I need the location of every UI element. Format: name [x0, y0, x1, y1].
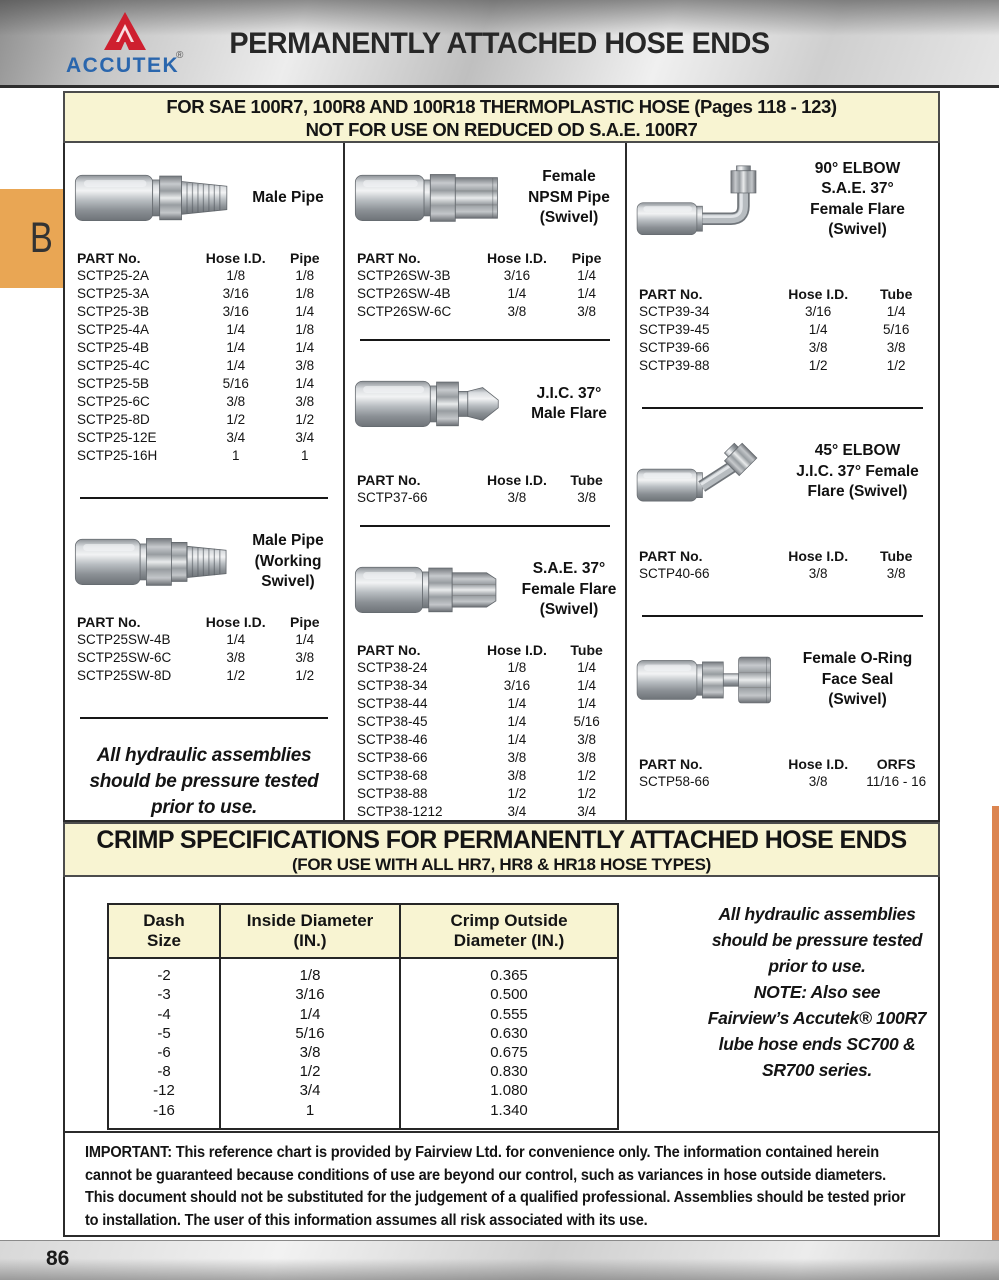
product-title-line: S.A.E. 37°	[821, 180, 894, 198]
crimp-table-cell: 0.630	[490, 1024, 528, 1042]
product-title-line: NPSM Pipe	[528, 188, 610, 206]
product-section-male-pipe-working-swivel	[65, 511, 343, 691]
part-table-header: PART No.	[77, 614, 141, 630]
crimp-table-head	[108, 904, 618, 958]
part-table-cell: 3/8	[507, 768, 527, 783]
part-table-header: Hose I.D.	[788, 755, 849, 772]
product-title-line: (Working	[254, 552, 322, 570]
logo-registered-mark: ®	[176, 50, 184, 61]
product-title-line: J.I.C. 37°	[536, 384, 602, 402]
crimp-table-row	[108, 1081, 618, 1100]
crimp-table-cell: -12	[108, 1081, 220, 1100]
hose-type-banner-line2: NOT FOR USE ON REDUCED OD S.A.E. 100R7	[305, 119, 698, 140]
crimp-table-body	[108, 958, 618, 1129]
part-table	[345, 631, 625, 820]
crimp-side-note	[661, 901, 973, 1083]
part-table-cell: 1/2	[226, 412, 246, 427]
part-table-cell: 1/4	[507, 714, 527, 729]
part-table-cell: 5/16	[883, 321, 910, 337]
product-section-jic-37-male-flare	[345, 353, 625, 513]
part-table-cell: SCTP26SW-6C	[357, 304, 452, 319]
part-table-header: Tube	[570, 642, 603, 658]
product-title-line: (Swivel)	[539, 601, 599, 619]
part-table-cell: 1/8	[295, 286, 315, 301]
crimp-table-cell: 0.830	[490, 1063, 528, 1081]
product-title-line: (Swivel)	[828, 691, 887, 709]
part-table-cell: 1/2	[295, 412, 315, 427]
part-table	[65, 603, 343, 691]
crimp-spec-banner	[63, 822, 940, 877]
part-table-cell: SCTP38-1212	[357, 804, 443, 819]
crimp-header-cell	[108, 904, 220, 958]
part-table-cell: SCTP38-24	[357, 660, 428, 675]
product-title-line: (Swivel)	[828, 221, 887, 239]
product-title-line: S.A.E. 37°	[532, 560, 606, 578]
part-table-cell: 1	[231, 448, 240, 463]
crimp-table-cell: 0.500	[490, 986, 528, 1004]
product-header	[65, 147, 343, 239]
part-table-cell: 3/8	[507, 750, 527, 765]
crimp-spec-banner-line2: (FOR USE WITH ALL HR7, HR8 & HR18 HOSE TYPES)	[291, 855, 712, 874]
crimp-header-line: (IN.)	[293, 931, 327, 951]
crimp-table-cell: 1/8	[220, 958, 400, 985]
product-title	[785, 441, 930, 502]
crimp-table-cell: 0.675	[490, 1043, 528, 1061]
section-divider	[80, 497, 328, 499]
crimp-note-line: lube hose ends SC700 &	[718, 1034, 916, 1054]
part-table-cell: SCTP25-4A	[77, 322, 150, 337]
product-title-line: Swivel)	[261, 573, 315, 591]
page-footer	[0, 1240, 999, 1280]
product-title-line: Male Pipe	[252, 188, 324, 206]
part-table-header: Hose I.D.	[205, 250, 266, 266]
part-table-cell: SCTP25-4B	[77, 340, 150, 355]
part-table-cell: SCTP25-4C	[77, 358, 150, 373]
part-table-header: PART No.	[357, 472, 421, 488]
part-table-header: PART No.	[77, 250, 141, 266]
product-section-45-elbow-jic-37-female-flare-swivel	[627, 421, 938, 589]
section-index-tab	[0, 189, 63, 288]
part-table-cell: SCTP39-45	[639, 321, 710, 337]
part-table-header: PART No.	[639, 755, 703, 772]
part-table	[65, 239, 343, 471]
product-header	[345, 353, 625, 445]
page-edge-strip	[992, 806, 999, 1240]
product-title-line: Flare (Swivel)	[807, 483, 908, 501]
crimp-header-row	[108, 904, 618, 958]
jic-male-flare-fitting-image	[353, 368, 517, 440]
crimp-table-row	[108, 1024, 618, 1043]
part-table-cell: 3/8	[577, 490, 596, 505]
part-table-cell: 3/4	[507, 804, 527, 819]
section-divider	[360, 339, 610, 341]
product-section-90-elbow-sae-37-female-flare-swivel	[627, 147, 938, 381]
part-table-cell: SCTP39-88	[639, 357, 710, 373]
product-header	[627, 629, 938, 721]
page-header	[0, 0, 999, 88]
part-table-cell: 3/4	[295, 430, 315, 445]
part-table-cell: 3/8	[295, 358, 315, 373]
part-table-header: Tube	[879, 285, 913, 302]
part-table-cell: 3/8	[226, 394, 246, 409]
part-table-cell: SCTP25-16H	[77, 448, 158, 463]
part-table-header: Pipe	[290, 614, 320, 630]
part-table-cell: 3/8	[808, 339, 828, 355]
product-title-line: Female Flare	[521, 580, 617, 598]
part-table-cell: SCTP25-3A	[77, 286, 150, 301]
part-table-header: Hose I.D.	[788, 547, 849, 564]
section-divider	[642, 407, 923, 409]
part-table-cell: 1/4	[226, 632, 246, 647]
part-table-cell: 1/4	[507, 696, 527, 711]
part-table-cell: SCTP58-66	[639, 773, 710, 789]
sae-female-flare-fitting-image	[353, 554, 517, 626]
part-table-cell: 1/2	[295, 668, 315, 683]
product-title-line: Male Pipe	[252, 532, 324, 550]
crimp-table-cell: 1.340	[490, 1101, 528, 1119]
part-table	[345, 239, 625, 327]
crimp-table-cell: 1/4	[220, 1005, 400, 1024]
crimp-table-cell: -8	[108, 1062, 220, 1081]
part-table-cell: SCTP39-66	[639, 339, 710, 355]
page-title: PERMANENTLY ATTACHED HOSE ENDS	[229, 27, 770, 60]
part-table-cell: 1/2	[808, 357, 828, 373]
part-table-cell: SCTP25-3B	[77, 304, 150, 319]
product-title	[241, 531, 335, 592]
crimp-table-row	[108, 1062, 618, 1081]
part-table-cell: 1/4	[507, 732, 527, 747]
product-title-line: Face Seal	[821, 670, 894, 688]
part-table-cell: 3/16	[805, 303, 832, 319]
product-title-line: Female	[542, 168, 596, 186]
product-title	[785, 649, 930, 710]
part-table-cell: 1/8	[226, 268, 246, 283]
part-table-cell: SCTP25-5B	[77, 376, 150, 391]
part-table-cell: 1/4	[808, 321, 828, 337]
product-title-line: Female Flare	[810, 200, 905, 218]
crimp-table-cell: 1	[220, 1101, 400, 1129]
crimp-table-cell: -16	[108, 1101, 220, 1129]
crimp-note-line: should be pressure tested	[711, 930, 923, 950]
part-table-cell: 1/2	[226, 668, 246, 683]
crimp-header-line: Crimp Outside	[450, 911, 568, 930]
part-table-cell: 1/8	[295, 268, 315, 283]
part-table-cell: SCTP39-34	[639, 303, 710, 319]
part-table-header: Pipe	[290, 250, 320, 266]
crimp-table-cell: -5	[108, 1024, 220, 1043]
part-table-cell: SCTP25-2A	[77, 268, 150, 283]
crimp-header-line: Inside Diameter	[246, 911, 374, 930]
part-table-header: Hose I.D.	[788, 285, 849, 302]
product-title-line: Male Flare	[531, 405, 607, 422]
part-table-cell: 3/16	[503, 678, 531, 693]
part-table-header: Hose I.D.	[205, 614, 266, 630]
part-table-cell: 1/2	[507, 786, 527, 801]
product-header	[345, 539, 625, 631]
section-divider	[360, 525, 610, 527]
part-table-cell: SCTP38-66	[357, 750, 428, 765]
part-table-header: PART No.	[639, 547, 703, 564]
important-notice-box	[63, 1133, 940, 1237]
part-table-cell: SCTP38-44	[357, 696, 428, 711]
part-table-cell: 3/16	[503, 268, 531, 283]
part-table-cell: SCTP40-66	[639, 565, 710, 581]
important-notice-text: IMPORTANT: This reference chart is provided by Fairview Ltd. for convenience only. The information contained herein cannot be guaranteed because conditions of use are beyond our control, such as variances in hose outside diameters. This document should not be substituted for the judgement of a qualified professional. Assemblies should be tested prior to installation. The user of this information assumes all risk associated with its use.	[85, 1144, 906, 1229]
part-table-cell: 3/8	[577, 304, 596, 319]
crimp-table-row	[108, 1101, 618, 1129]
part-table-cell: 3/8	[226, 650, 246, 665]
part-table-cell: 3/8	[808, 773, 828, 789]
crimp-table-cell: -3	[108, 985, 220, 1004]
part-table-cell: SCTP25-8D	[77, 412, 150, 427]
part-table-cell: 3/8	[507, 304, 527, 319]
part-table-cell: SCTP25SW-4B	[77, 632, 171, 647]
crimp-table-row	[108, 1043, 618, 1062]
part-table-cell: SCTP38-34	[357, 678, 428, 693]
product-title	[241, 188, 335, 208]
product-column-2	[345, 143, 627, 820]
part-table-header: PART No.	[357, 250, 421, 266]
product-title	[521, 167, 617, 228]
part-table-cell: 3/8	[295, 650, 315, 665]
part-table-cell: 1/4	[577, 286, 596, 301]
part-table-cell: SCTP38-88	[357, 786, 428, 801]
part-table-cell: 3/8	[507, 490, 527, 505]
crimp-table-cell: 3/4	[220, 1081, 400, 1100]
section-divider	[642, 615, 923, 617]
part-table-cell: 1/4	[577, 268, 596, 283]
part-table	[345, 461, 625, 513]
crimp-spec-section	[63, 877, 940, 1133]
part-table-header: Hose I.D.	[486, 472, 547, 488]
crimp-spec-table	[107, 903, 619, 1130]
page-number: 86	[46, 1247, 70, 1270]
hose-type-banner	[63, 91, 940, 143]
part-table-cell: 3/8	[577, 732, 596, 747]
straight-male-pipe-swivel-fitting-image	[73, 526, 237, 598]
part-table-cell: SCTP25-6C	[77, 394, 150, 409]
logo-brand-text: ACCUTEK	[66, 54, 180, 77]
crimp-table-cell: 3/8	[220, 1043, 400, 1062]
part-table-cell: 5/16	[222, 376, 249, 391]
part-table-cell: 1/4	[295, 304, 315, 319]
part-table-cell: 3/4	[226, 430, 246, 445]
crimp-table-cell: 0.365	[490, 967, 528, 985]
part-table-header: PART No.	[357, 642, 421, 658]
product-header	[345, 147, 625, 239]
crimp-note-line: Fairview’s Accutek® 100R7	[707, 1008, 927, 1028]
part-table-cell: 3/16	[222, 286, 249, 301]
female-npsm-swivel-fitting-image	[353, 162, 517, 234]
product-title-line: 90° ELBOW	[814, 160, 901, 177]
product-column-1	[65, 143, 345, 820]
product-title	[521, 559, 617, 620]
part-table-cell: 1/4	[226, 358, 246, 373]
product-section-female-o-ring-face-seal-swivel	[627, 629, 938, 797]
part-table-cell: 1/4	[577, 678, 596, 693]
part-table-cell: 1/4	[577, 660, 596, 675]
part-table-cell: 11/16 - 16	[866, 773, 927, 789]
assembly-pressure-note: All hydraulic assemblies should be pressure tested prior to use.	[89, 745, 319, 819]
part-table-cell: 3/8	[577, 750, 596, 765]
crimp-header-line: Size	[146, 931, 182, 951]
crimp-table-cell: 1.080	[490, 1082, 528, 1100]
part-table-cell: 3/8	[295, 394, 315, 409]
part-table-cell: 1/4	[226, 322, 246, 337]
part-table-cell: 3/8	[808, 565, 828, 581]
section-divider	[80, 717, 328, 719]
product-title-line: (Swivel)	[539, 209, 599, 227]
product-section-sae-37-female-flare-swivel	[345, 539, 625, 820]
product-section-male-pipe	[65, 147, 343, 471]
part-table-cell: 3/8	[886, 565, 906, 581]
crimp-header-cell	[400, 904, 618, 958]
crimp-table-cell: -2	[108, 958, 220, 985]
part-table-cell: 5/16	[573, 714, 600, 729]
orfs-fitting-image	[635, 648, 781, 712]
part-table-cell: 1/8	[295, 322, 315, 337]
crimp-spec-banner-line1: CRIMP SPECIFICATIONS FOR PERMANENTLY ATTACHED HOSE ENDS	[96, 826, 907, 854]
crimp-table-cell: 5/16	[220, 1024, 400, 1043]
part-table-cell: 1/4	[295, 340, 315, 355]
product-header	[627, 421, 938, 513]
part-table-cell: SCTP25-12E	[77, 430, 157, 445]
crimp-table-cell: 1/2	[220, 1062, 400, 1081]
product-title-line: 45° ELBOW	[814, 442, 901, 460]
part-table-cell: 1/4	[226, 340, 246, 355]
part-table-cell: 1/2	[577, 768, 596, 783]
product-title	[785, 159, 930, 241]
part-table-cell: SCTP38-46	[357, 732, 428, 747]
part-table-cell: SCTP25SW-8D	[77, 668, 172, 683]
part-table-header: PART No.	[639, 285, 703, 302]
part-table-cell: 1	[301, 448, 309, 463]
hose-type-banner-line1: FOR SAE 100R7, 100R8 AND 100R18 THERMOPLASTIC HOSE (Pages 118 - 123)	[166, 96, 837, 117]
product-header	[65, 511, 343, 603]
part-table-header: Pipe	[571, 250, 602, 266]
part-table-header: Tube	[570, 472, 603, 488]
crimp-header-line: Dash	[143, 911, 185, 930]
part-table	[627, 537, 938, 589]
part-table-header: Hose I.D.	[486, 642, 547, 658]
part-table-cell: 1/4	[295, 376, 315, 391]
crimp-table-row	[108, 1005, 618, 1024]
crimp-table-cell: 3/16	[220, 985, 400, 1004]
crimp-header-line: Diameter (IN.)	[453, 931, 565, 951]
crimp-header-cell	[220, 904, 400, 958]
crimp-note-line: SR700 series.	[762, 1060, 872, 1080]
part-table	[627, 745, 938, 797]
crimp-table-cell: -4	[108, 1005, 220, 1024]
part-table-cell: SCTP38-68	[357, 768, 428, 783]
part-table-cell: 3/16	[222, 304, 249, 319]
part-table-cell: 1/4	[886, 303, 906, 319]
part-table-cell: 1/4	[295, 632, 315, 647]
part-table-header: Tube	[879, 547, 913, 564]
part-table-cell: 1/2	[886, 357, 906, 373]
section-index-letter: B	[30, 214, 54, 262]
product-section-female-npsm-pipe-swivel	[345, 147, 625, 327]
part-table-cell: 1/4	[507, 286, 527, 301]
crimp-table-cell: -6	[108, 1043, 220, 1062]
part-table-cell: SCTP25SW-6C	[77, 650, 172, 665]
crimp-note-line: All hydraulic assemblies	[718, 904, 916, 924]
part-table-cell: SCTP26SW-3B	[357, 268, 451, 283]
part-table-cell: 1/8	[507, 660, 527, 675]
part-table-cell: 1/2	[577, 786, 596, 801]
part-table-cell: 3/8	[886, 339, 906, 355]
crimp-table-row	[108, 958, 618, 985]
part-table	[627, 275, 938, 381]
crimp-table-cell: 0.555	[490, 1005, 528, 1023]
product-title-line: Female O-Ring	[802, 650, 913, 668]
part-table-cell: 3/4	[577, 804, 596, 819]
crimp-table-row	[108, 985, 618, 1004]
product-title	[521, 384, 617, 425]
elbow-45-fitting-image	[635, 433, 781, 511]
product-title-line: J.I.C. 37° Female	[796, 462, 919, 480]
part-table-cell: SCTP37-66	[357, 490, 428, 505]
straight-male-pipe-fitting-image	[73, 162, 237, 234]
product-column-3	[627, 143, 938, 820]
part-table-header: Hose I.D.	[486, 250, 547, 266]
product-grid	[63, 143, 940, 822]
crimp-note-line: NOTE: Also see	[753, 982, 881, 1002]
crimp-note-line: prior to use.	[768, 956, 866, 976]
part-table-cell: SCTP26SW-4B	[357, 286, 451, 301]
part-table-header: ORFS	[876, 755, 916, 772]
part-table-cell: SCTP38-45	[357, 714, 428, 729]
part-table-cell: 1/4	[577, 696, 596, 711]
elbow-90-fitting-image	[635, 161, 781, 239]
product-header	[627, 147, 938, 243]
